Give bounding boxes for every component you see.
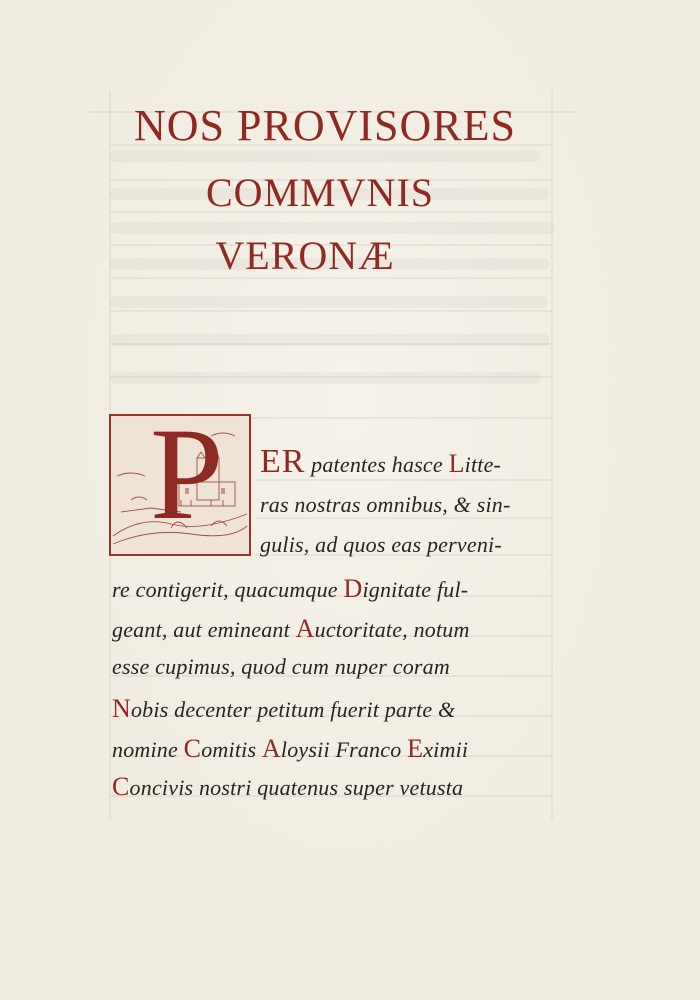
text-line-3: gulis, ad quos eas perveni- (260, 532, 502, 557)
text-line-8: nomine Comitis Aloysii Franco Eximii (112, 734, 469, 763)
heading-line-3: VERONÆ (215, 233, 395, 278)
text-line-1: ER patentes hasce Litte- (260, 443, 502, 480)
text-line-9: Concivis nostri quatenus super vetusta (112, 772, 464, 801)
initial-capital-p: P (150, 400, 224, 547)
text-line-5: geant, aut emineant Auctoritate, notum (112, 614, 470, 643)
text-line-2: ras nostras omnibus, & sin- (260, 492, 511, 517)
text-line-7: Nobis decenter petitum fuerit parte & (112, 694, 456, 723)
heading-line-2: COMMVNIS (205, 170, 435, 215)
text-line-4: re contigerit, quacumque Dignitate ful- (112, 574, 469, 603)
heading-line-1: NOS PROVISORES (134, 101, 516, 150)
text-line-6: esse cupimus, quod cum nuper coram (112, 654, 450, 679)
